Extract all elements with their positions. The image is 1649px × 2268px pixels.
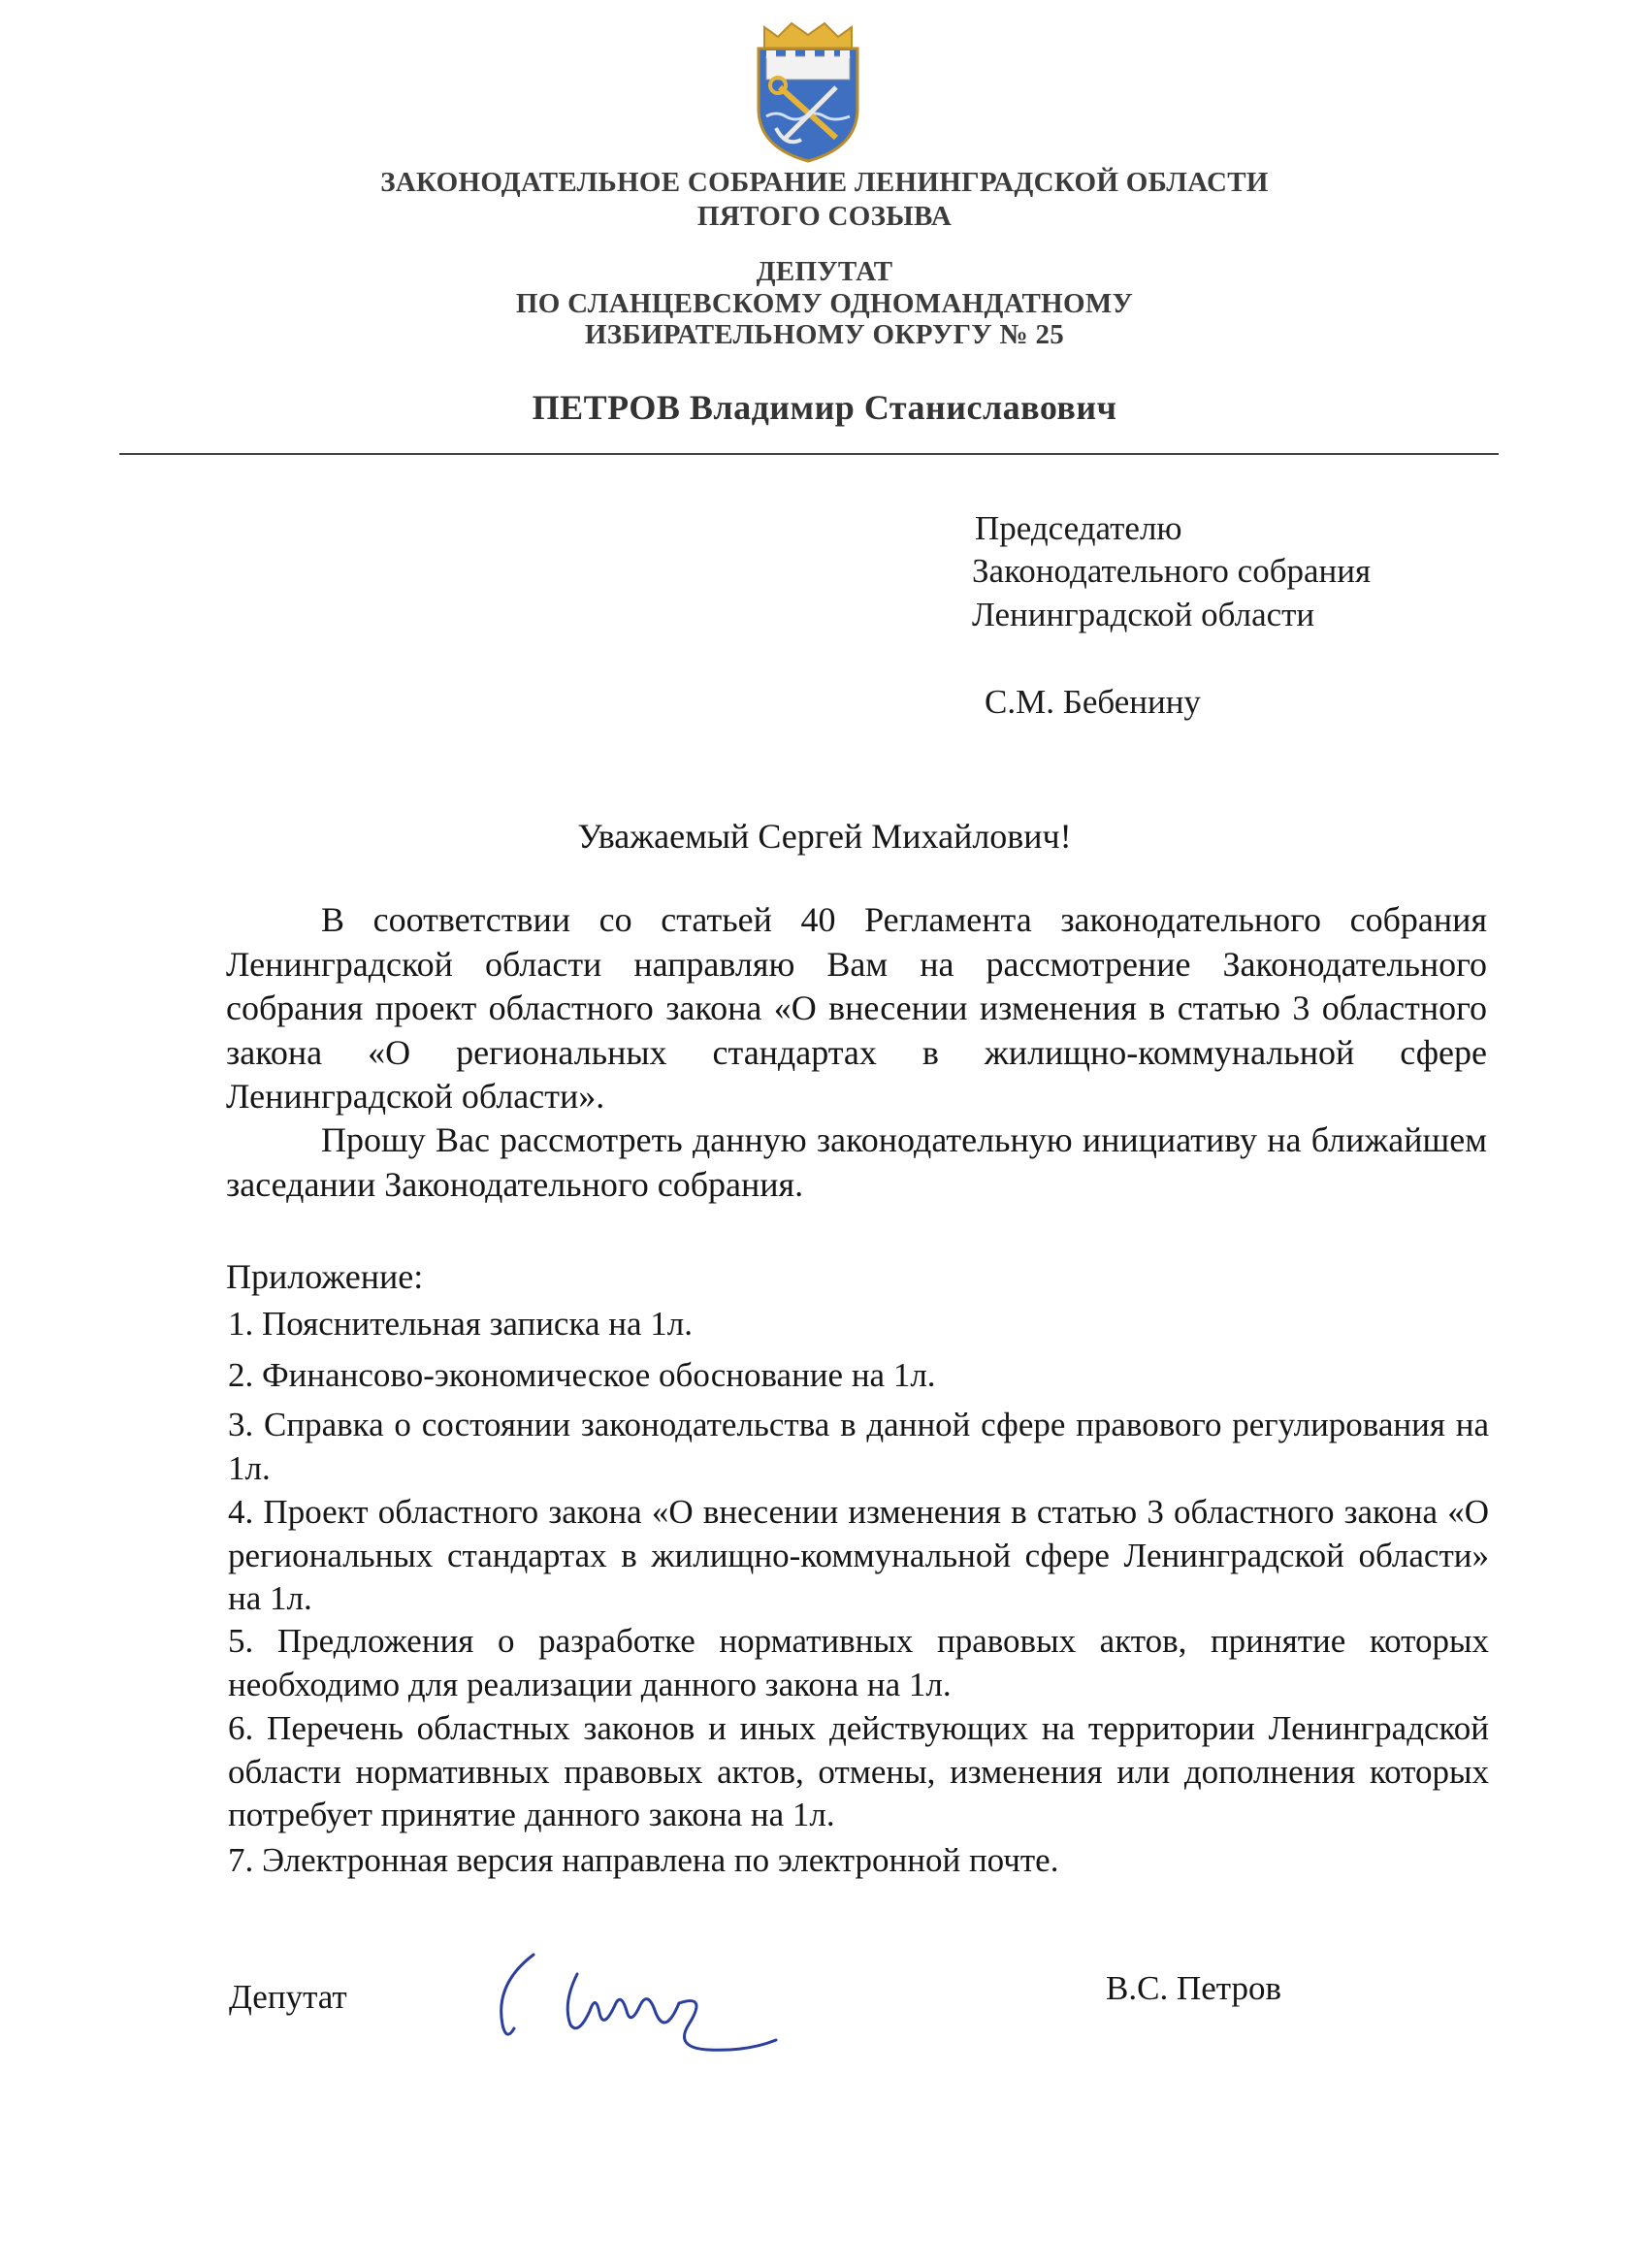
deputy-name: ПЕТРОВ Владимир Станиславович — [532, 388, 1117, 427]
signature-label: Депутат — [229, 1978, 347, 2016]
addressee-line-1: Председателю — [975, 509, 1182, 547]
attachment-item: 2. Финансово-экономическое обоснование на 1л. — [228, 1356, 936, 1394]
body-paragraph-2: Прошу Вас рассмотреть данную законодательную инициативу на ближайшем заседании Законодательного собрания. — [226, 1120, 1487, 1204]
attachments-title: Приложение: — [226, 1257, 424, 1296]
addressee-line-2: Законодательного собрания — [972, 552, 1372, 590]
attachment-item: 7. Электронная версия направлена по электронной почте. — [228, 1841, 1059, 1879]
attachment-item: 5. Предложения о разработке нормативных правовых актов, принятие которых необходимо для реализации данного закона на 1л. — [228, 1622, 1489, 1703]
attachment-item: 4. Проект областного закона «О внесении изменения в статью 3 областного закона «О региональных стандартах в жилищно-коммунальной сфере Ленинградской области» на 1л. — [228, 1493, 1489, 1617]
district-line-1: ПО СЛАНЦЕВСКОМУ ОДНОМАНДАТНОМУ — [515, 288, 1134, 319]
district-line-2: ИЗБИРАТЕЛЬНОМУ ОКРУГУ № 25 — [584, 319, 1065, 350]
position-title: ДЕПУТАТ — [756, 256, 893, 287]
addressee-line-3: Ленинградской области — [972, 596, 1315, 633]
org-title: ЗАКОНОДАТЕЛЬНОЕ СОБРАНИЕ ЛЕНИНГРАДСКОЙ ОБЛАСТИ — [380, 167, 1269, 198]
attachment-item: 1. Пояснительная записка на 1л. — [228, 1305, 693, 1343]
attachment-item: 6. Перечень областных законов и иных действующих на территории Ленинградской области нормативных правовых актов, отмены, изменения или дополнения которых потребует принятие данного закона на 1л. — [228, 1709, 1489, 1833]
handwritten-signature — [485, 1935, 805, 2061]
attachment-item: 3. Справка о состоянии законодательства в данной сфере правового регулирования на 1л. — [228, 1406, 1489, 1487]
signatory-name: В.С. Петров — [1106, 1969, 1281, 2007]
greeting: Уважаемый Сергей Михайлович! — [577, 817, 1072, 856]
org-convocation: ПЯТОГО СОЗЫВА — [696, 201, 953, 232]
body-paragraph-1: В соответствии со статьей 40 Регламента законодательного собрания Ленинградской области направляю Вам на рассмотрение Законодательного собрания проект областного закона «О внесении изменения в статью 3 областного закона «О региональных стандартах в жилищно-коммунальной сфере Ленинградской области». — [226, 900, 1487, 1116]
header-divider — [119, 453, 1499, 455]
addressee-person: С.М. Бебенину — [985, 683, 1201, 721]
coat-of-arms-emblem — [743, 19, 873, 165]
